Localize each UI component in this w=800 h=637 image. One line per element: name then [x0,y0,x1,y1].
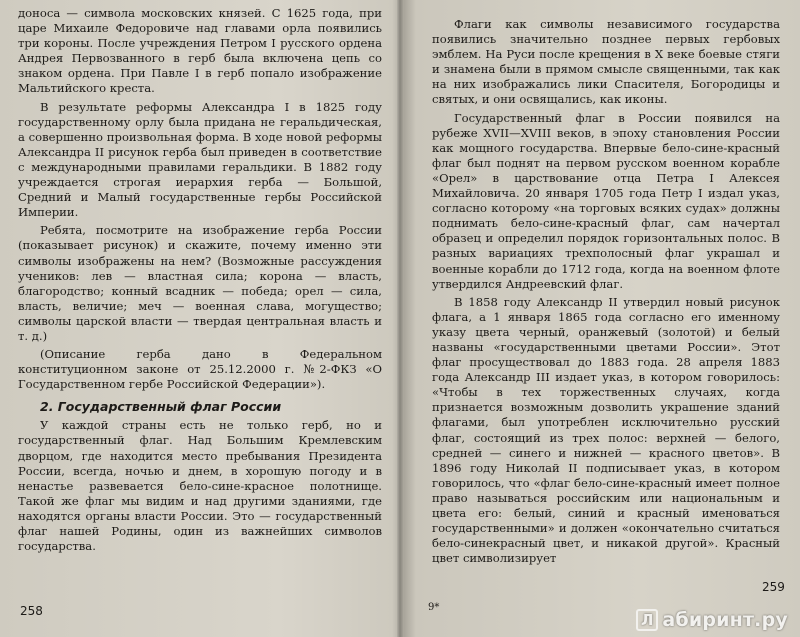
right-page-text [432,17,780,566]
labirint-watermark [636,609,788,631]
labirint-logo-icon: Л [636,609,658,631]
left-paragraph-2: В результате реформы Александра I в 1825 году государственному орлу была придана не геральдическая, а совершенно произвольная форма. В ходе новой реформы Александра II рисунок герба был приведен в соответствие с международными правилами геральдики. В 1882 году учреждается строгая иерархия герба — Большой, Средний и Малый государственные гербы Российской Империи. [18,99,382,220]
left-paragraph-1: доноса — символа московских князей. С 1625 года, при царе Михаиле Федоровиче над главами орла появились три короны. После учреждения Петром I русского ордена Андрея Первозванного в герб была включена цепь со знаком ордена. При Павле I в герб попало изображение Мальтийского креста. [18,6,382,96]
right-page [402,0,800,637]
left-page-text [18,6,382,554]
page-number-right: 259 [762,580,785,594]
left-paragraph-3: Ребята, посмотрите на изображение герба России (показывает рисунок) и скажите, почему именно эти символы изображены на нем? (Возможные рассуждения учеников: лев — властная сила; корона — власть, благородство; конный всадник — победа; орел — сила, власть, величие; меч — военная слава, могущество; символы царской власти — твердая центральная власть и т. д.) [18,223,382,343]
page-number-left: 258 [20,604,43,618]
left-page [0,0,398,637]
left-paragraph-4: (Описание герба дано в Федеральном конституционном законе от 25.12.2000 г. №2-ФКЗ «О Государственном гербе Российской Федерации»). [18,347,382,392]
right-paragraph-2: Государственный флаг в России появился на рубеже XVII—XVIII веков, в эпоху становления России как мощного государства. Впервые бело-сине-красный флаг был поднят на первом русском военном корабле «Орел» в царствование отца Петра I Алексея Михайловича. 20 января 1705 года Петр I издал указ, согласно которому «на торговых всяких судах» должны поднимать бело-сине-красный флаг, сам начертал образец и определил порядок горизонтальных полос. В разных вариациях трехполосный флаг украшал и военные корабли до 1712 года, когда на военном флоте утвердился Андреевский флаг. [432,110,780,291]
left-paragraph-5: У каждой страны есть не только герб, но и государственный флаг. Над Большим Кремлевским дворцом, где находится место пребывания Президента России, всегда, ночью и днем, в хорошую погоду и в ненастье развевается бело-сине-красное полотнище. Такой же флаг мы видим и над другими зданиями, где находятся органы власти России. Это — государственный флаг нашей Родины, один из важнейших символов государства. [18,418,382,554]
printer-signature: 9* [428,602,440,613]
right-paragraph-1: Флаги как символы независимого государства появились значительно позднее первых гербовых эмблем. На Руси после крещения в X веке боевые стяги и знамена были в прямом смысле священными, так как на них изображались лики Спасителя, Богородицы и святых, и они освящались, как иконы. [432,17,780,107]
watermark-text: абиринт.ру [662,609,788,631]
section-heading: 2. Государственный флаг России [40,399,282,415]
right-paragraph-3: В 1858 году Александр II утвердил новый рисунок флага, а 1 января 1865 года согласно его именному указу цвета черный, оранжевый (золотой) и белый названы «государственными цветами России». Этот флаг просуществовал до 1883 года. 28 апреля 1883 года Александр III издает указ, в котором говорилось: «Чтобы в тех торжественных случаях, когда признается возможным дозволить украшение зданий флагами, был употреблен исключительно русский флаг, состоящий из трех полос: верхней — белого, средней — синего и нижней — красного цветов». В 1896 году Николай II подписывает указ, в котором говорилось, что «флаг бело-сине-красный имеет полное право называться российским или национальным и цвета его: белый, синий и красный именоваться государственными» и должен «окончательно считаться бело-синекрасный цвет, и никакой другой». Красный цвет символизирует [432,294,780,566]
